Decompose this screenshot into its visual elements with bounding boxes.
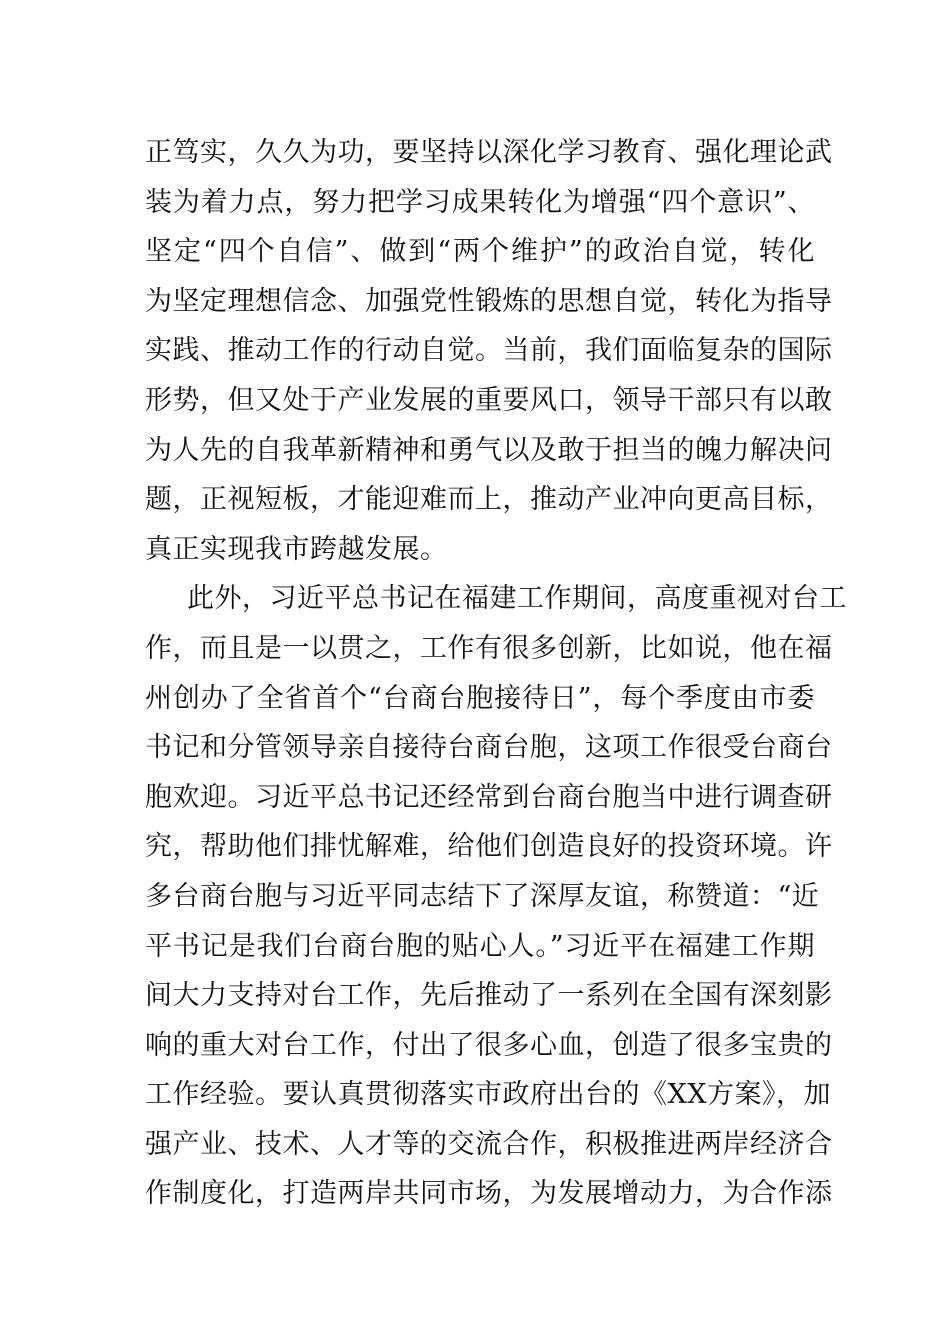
text-line: 形势，但又处于产业发展的重要风口，领导干部只有以敢 bbox=[145, 384, 833, 416]
text-line: 装为着力点，努力把学习成果转化为增强“四个意识”、 bbox=[145, 186, 815, 218]
text-line: 实践、推动工作的行动自觉。当前，我们面临复杂的国际 bbox=[145, 335, 833, 367]
text-line: 工作经验。要认真贯彻落实市政府出台的《XX方案》，加 bbox=[145, 1079, 831, 1111]
text-line: 究，帮助他们排忧解难，给他们创造良好的投资环境。许 bbox=[145, 831, 833, 863]
body-text bbox=[145, 128, 847, 1219]
text-line: 此外，习近平总书记在福建工作期间，高度重视对台工 bbox=[187, 583, 847, 615]
text-line: 胞欢迎。习近平总书记还经常到台商台胞当中进行调查研 bbox=[145, 781, 833, 813]
text-line: 正笃实，久久为功，要坚持以深化学习教育、强化理论武 bbox=[145, 137, 833, 168]
text-line: 多台商台胞与习近平同志结下了深厚友谊，称赞道：“近 bbox=[145, 880, 820, 912]
text-line: 强产业、技术、人才等的交流合作，积极推进两岸经济合 bbox=[145, 1128, 833, 1160]
text-line: 作，而且是一以贯之，工作有很多创新，比如说，他在福 bbox=[145, 632, 833, 664]
text-line: 间大力支持对台工作，先后推动了一系列在全国有深刻影 bbox=[145, 980, 833, 1012]
text-line: 坚定“四个自信”、做到“两个维护”的政治自觉，转化 bbox=[145, 236, 815, 268]
text-line: 为坚定理想信念、加强党性锻炼的思想自觉，转化为指导 bbox=[145, 285, 833, 317]
text-line: 为人先的自我革新精神和勇气以及敢于担当的魄力解决问 bbox=[145, 434, 833, 466]
text-line: 题，正视短板，才能迎难而上，推动产业冲向更高目标， bbox=[145, 484, 833, 516]
text-line: 真正实现我市跨越发展。 bbox=[145, 533, 448, 565]
text-line: 州创办了全省首个“台商台胞接待日”，每个季度由市委 bbox=[145, 682, 815, 714]
text-line: 书记和分管领导亲自接待台商台胞，这项工作很受台商台 bbox=[145, 732, 833, 764]
text-line: 作制度化，打造两岸共同市场，为发展增动力，为合作添 bbox=[145, 1178, 833, 1210]
text-line: 响的重大对台工作，付出了很多心血，创造了很多宝贵的 bbox=[145, 1029, 833, 1061]
text-line: 平书记是我们台商台胞的贴心人。”习近平在福建工作期 bbox=[145, 930, 815, 962]
